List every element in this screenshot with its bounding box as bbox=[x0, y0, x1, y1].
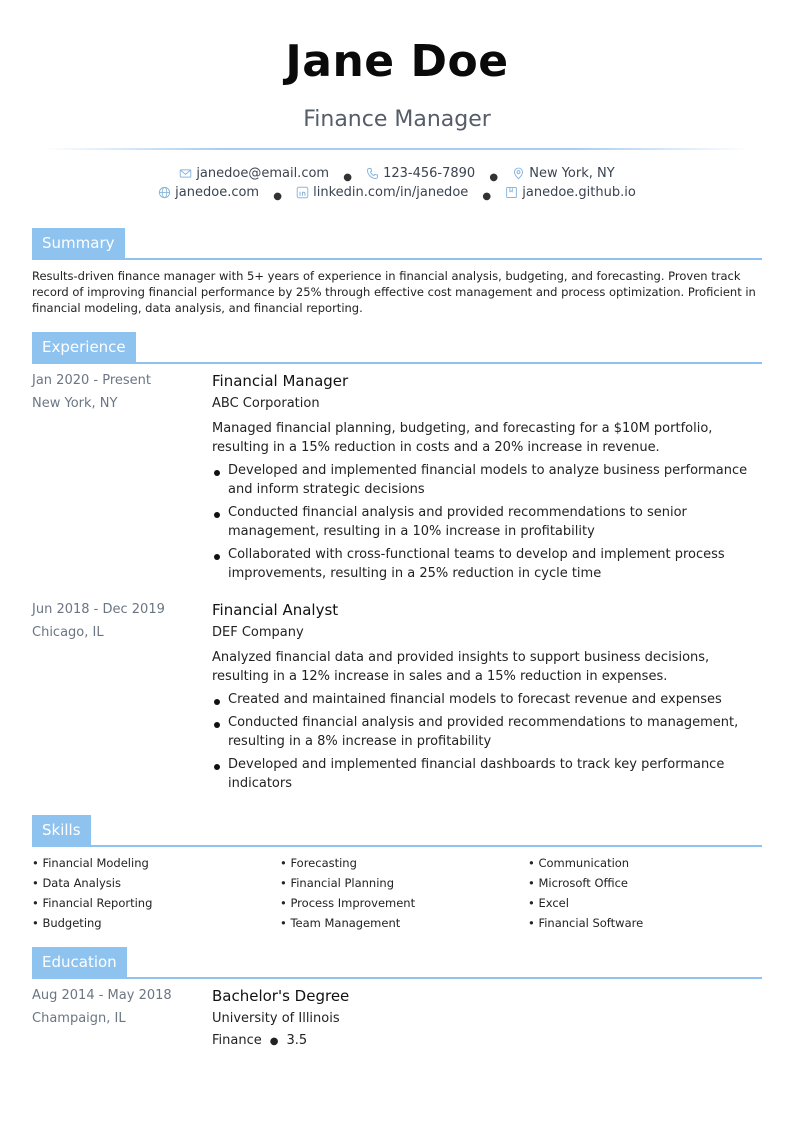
entry-body bbox=[212, 988, 762, 1050]
summary-section-header bbox=[32, 228, 762, 260]
section-divider bbox=[32, 362, 762, 364]
section-title: Skills bbox=[32, 815, 91, 845]
section-divider bbox=[32, 845, 762, 847]
gpa-value: 3.5 bbox=[286, 1033, 308, 1048]
entry-location: New York, NY bbox=[32, 396, 118, 411]
skill-item: • Data Analysis bbox=[32, 875, 280, 891]
skill-item: • Forecasting bbox=[280, 855, 528, 871]
company-name: DEF Company bbox=[212, 625, 304, 640]
skill-item: • Process Improvement bbox=[280, 895, 528, 911]
contact-row-1 bbox=[0, 166, 794, 184]
entry-location: Champaign, IL bbox=[32, 1011, 126, 1026]
degree-title: Bachelor's Degree bbox=[212, 987, 350, 1005]
achievement-item: Developed and implemented financial dashboards to track key performance indicators bbox=[212, 755, 762, 793]
contact-website[interactable] bbox=[158, 185, 259, 200]
education-details bbox=[212, 1033, 762, 1050]
mail-icon bbox=[179, 167, 192, 180]
github-text: janedoe.github.io bbox=[522, 185, 636, 200]
globe-icon bbox=[158, 186, 171, 199]
section-title: Education bbox=[32, 947, 127, 977]
achievement-item: Conducted financial analysis and provided recommendations to senior management, resulting in a 10% increase in profitability bbox=[212, 503, 762, 541]
bookmark-icon bbox=[505, 186, 518, 199]
skill-item: • Communication bbox=[528, 855, 768, 871]
skill-item: • Microsoft Office bbox=[528, 875, 768, 891]
contact-location bbox=[512, 166, 614, 181]
achievement-list bbox=[212, 690, 762, 793]
achievement-item: Created and maintained financial models to forecast revenue and expenses bbox=[212, 690, 762, 709]
entry-body bbox=[212, 602, 762, 797]
contact-email[interactable] bbox=[179, 166, 329, 181]
skills-grid bbox=[32, 855, 772, 931]
contact-phone[interactable] bbox=[366, 166, 475, 181]
entry-date: Jan 2020 - Present bbox=[32, 373, 151, 388]
email-text: janedoe@email.com bbox=[196, 166, 330, 181]
achievement-list bbox=[212, 461, 762, 583]
entry-location: Chicago, IL bbox=[32, 625, 104, 640]
separator-dot: ● bbox=[269, 1036, 279, 1047]
separator-dot: ● bbox=[482, 191, 492, 202]
separator-dot: ● bbox=[489, 172, 499, 183]
skill-item: • Financial Software bbox=[528, 915, 768, 931]
skill-item: • Budgeting bbox=[32, 915, 280, 931]
job-title: Financial Manager bbox=[212, 372, 349, 390]
summary-text: Results-driven finance manager with 5+ years of experience in financial analysis, budgeting, and forecasting. Proven track record of improving financial performance by 25% through effective cost management and process optimization. Proficient in financial modeling, data analysis, and financial reporting. bbox=[32, 269, 756, 315]
experience-section-header bbox=[32, 332, 762, 364]
skills-section-header bbox=[32, 815, 762, 847]
field-of-study: Finance bbox=[212, 1033, 262, 1048]
contact-github[interactable] bbox=[505, 185, 636, 200]
section-divider bbox=[32, 258, 762, 260]
achievement-item: Collaborated with cross-functional teams to develop and implement process improvements, resulting in a 25% reduction in cycle time bbox=[212, 545, 762, 583]
job-title: Financial Analyst bbox=[212, 601, 339, 619]
skill-item: • Excel bbox=[528, 895, 768, 911]
phone-icon bbox=[366, 167, 379, 180]
contact-linkedin[interactable] bbox=[296, 185, 468, 200]
header-divider bbox=[44, 148, 750, 150]
skill-item: • Financial Planning bbox=[280, 875, 528, 891]
linkedin-icon bbox=[296, 186, 309, 199]
section-title: Summary bbox=[32, 228, 125, 258]
education-section-header bbox=[32, 947, 762, 979]
job-description: Managed financial planning, budgeting, and forecasting for a $10M portfolio, resulting in a 15% reduction in costs and a 20% increase in revenue. bbox=[212, 421, 713, 455]
section-divider bbox=[32, 977, 762, 979]
entry-body bbox=[212, 373, 762, 587]
achievement-item: Conducted financial analysis and provided recommendations to management, resulting in a 8% increase in profitability bbox=[212, 713, 762, 751]
phone-text: 123-456-7890 bbox=[383, 166, 476, 181]
skill-item: • Team Management bbox=[280, 915, 528, 931]
skill-item: • Financial Reporting bbox=[32, 895, 280, 911]
job-description: Analyzed financial data and provided insights to support business decisions, resulting in a 12% increase in sales and a 15% reduction in expenses. bbox=[212, 650, 710, 684]
school-name: University of Illinois bbox=[212, 1011, 340, 1026]
contact-row-2 bbox=[0, 185, 794, 203]
entry-date: Aug 2014 - May 2018 bbox=[32, 988, 172, 1003]
location-text: New York, NY bbox=[529, 166, 615, 181]
skill-item: • Financial Modeling bbox=[32, 855, 280, 871]
candidate-role: Finance Manager bbox=[303, 107, 491, 132]
section-title: Experience bbox=[32, 332, 136, 362]
entry-date: Jun 2018 - Dec 2019 bbox=[32, 602, 165, 617]
candidate-name: Jane Doe bbox=[285, 36, 509, 87]
linkedin-text: linkedin.com/in/janedoe bbox=[313, 185, 469, 200]
location-pin-icon bbox=[512, 167, 525, 180]
separator-dot: ● bbox=[343, 172, 352, 183]
company-name: ABC Corporation bbox=[212, 396, 320, 411]
website-text: janedoe.com bbox=[175, 185, 260, 200]
achievement-item: Developed and implemented financial models to analyze business performance and inform strategic decisions bbox=[212, 461, 762, 499]
separator-dot: ● bbox=[273, 191, 282, 202]
